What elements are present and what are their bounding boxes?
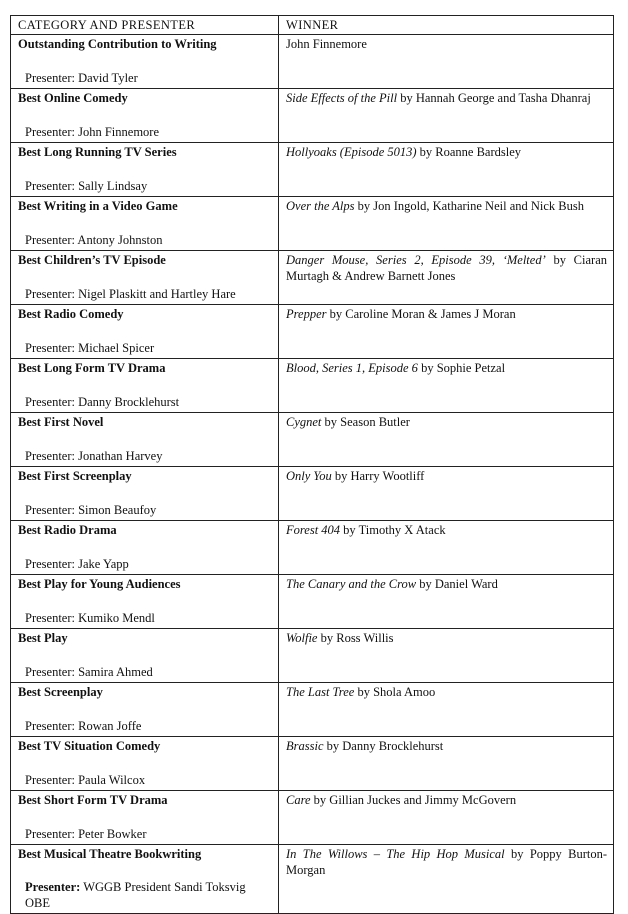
presenter-name (25, 879, 266, 911)
winner-cell (279, 629, 614, 683)
awards-table (10, 15, 614, 914)
table-row (11, 791, 614, 845)
table-row (11, 413, 614, 467)
category-cell (11, 305, 279, 359)
winner-cell (279, 143, 614, 197)
winner-text (286, 144, 607, 160)
winner-text (286, 684, 607, 700)
presenter-name: Presenter: Jake Yapp (25, 557, 129, 571)
table-row (11, 737, 614, 791)
category-cell (11, 35, 279, 89)
category-name: Best Radio Drama (18, 523, 117, 537)
category-cell (11, 737, 279, 791)
table-row (11, 359, 614, 413)
winner-work-title: The Canary and the Crow (286, 577, 417, 591)
presenter-name: Presenter: Rowan Joffe (25, 719, 142, 733)
column-header-category: CATEGORY AND PRESENTER (11, 16, 279, 35)
presenter-value: WGGB President Sandi Toksvig OBE (25, 880, 246, 910)
winner-cell (279, 521, 614, 575)
winner-credit: by Sophie Petzal (417, 361, 506, 375)
winner-work-title: Care (286, 793, 311, 807)
table-row (11, 521, 614, 575)
category-cell (11, 791, 279, 845)
presenter-label: Presenter: (25, 880, 81, 894)
category-cell (11, 575, 279, 629)
winner-work-title: Blood, Series 1, Episode 6 (286, 361, 418, 375)
presenter-name: Presenter: Michael Spicer (25, 341, 155, 355)
presenter-name: Presenter: Simon Beaufoy (25, 503, 157, 517)
winner-cell (279, 575, 614, 629)
table-row (11, 251, 614, 305)
winner-text (286, 522, 607, 538)
winner-text (286, 846, 607, 878)
winner-text (286, 414, 607, 430)
winner-credit: by Caroline Moran & James J Moran (326, 307, 516, 321)
table-row (11, 683, 614, 737)
table-row (11, 305, 614, 359)
winner-text (286, 792, 607, 808)
winner-work-title: Wolfie (286, 631, 318, 645)
category-name: Best TV Situation Comedy (18, 739, 161, 753)
winner-cell (279, 737, 614, 791)
table-row (11, 143, 614, 197)
category-cell (11, 359, 279, 413)
table-row (11, 629, 614, 683)
winner-text (286, 360, 607, 376)
presenter-name: Presenter: David Tyler (25, 71, 138, 85)
winner-cell (279, 251, 614, 305)
winner-text (286, 468, 607, 484)
winner-credit: by Hannah George and Tasha Dhanraj (397, 91, 591, 105)
category-cell (11, 89, 279, 143)
table-row (11, 35, 614, 89)
category-name: Best Online Comedy (18, 91, 128, 105)
category-name: Best Screenplay (18, 685, 103, 699)
table-row (11, 197, 614, 251)
winner-work-title: Side Effects of the Pill (286, 91, 398, 105)
presenter-name: Presenter: Nigel Plaskitt and Hartley Hare (25, 287, 236, 301)
presenter-name: Presenter: Paula Wilcox (25, 773, 146, 787)
winner-cell (279, 467, 614, 521)
winner-text (286, 630, 607, 646)
category-cell (11, 143, 279, 197)
winner-credit: by Shola Amoo (354, 685, 436, 699)
category-name: Best Writing in a Video Game (18, 199, 178, 213)
winner-text (286, 198, 607, 214)
category-name: Best First Novel (18, 415, 104, 429)
presenter-name: Presenter: Kumiko Mendl (25, 611, 155, 625)
winner-text (286, 252, 607, 284)
winner-credit: by Jon Ingold, Katharine Neil and Nick Bush (354, 199, 584, 213)
winner-credit: by Danny Brocklehurst (323, 739, 444, 753)
winner-cell (279, 35, 614, 89)
category-name: Best First Screenplay (18, 469, 132, 483)
winner-credit: by Ciaran Murtagh & Andrew Barnett Jones (286, 253, 607, 283)
winner-work-title: Prepper (286, 307, 327, 321)
winner-cell (279, 305, 614, 359)
winner-text (286, 576, 607, 592)
category-cell (11, 251, 279, 305)
category-cell (11, 683, 279, 737)
category-cell (11, 845, 279, 914)
winner-cell (279, 413, 614, 467)
winner-work-title: Danger Mouse, Series 2, Episode 39, ‘Melted’ (286, 253, 546, 267)
presenter-name: Presenter: Samira Ahmed (25, 665, 153, 679)
winner-cell (279, 89, 614, 143)
column-header-winner: WINNER (279, 16, 614, 35)
winner-credit: by Timothy X Atack (340, 523, 446, 537)
winner-cell (279, 359, 614, 413)
category-name: Best Play for Young Audiences (18, 577, 181, 591)
winner-credit: by Roanne Bardsley (416, 145, 522, 159)
winner-work-title: Hollyoaks (Episode 5013) (286, 145, 417, 159)
presenter-name: Presenter: Danny Brocklehurst (25, 395, 180, 409)
winner-cell (279, 791, 614, 845)
category-cell (11, 629, 279, 683)
table-row (11, 89, 614, 143)
category-name: Best Musical Theatre Bookwriting (18, 847, 202, 861)
category-cell (11, 521, 279, 575)
winner-work-title: Brassic (286, 739, 324, 753)
table-body (11, 35, 614, 914)
category-name: Best Play (18, 631, 68, 645)
category-name: Outstanding Contribution to Writing (18, 37, 217, 51)
category-name: Best Long Running TV Series (18, 145, 177, 159)
category-name: Best Long Form TV Drama (18, 361, 166, 375)
winner-work-title: Over the Alps (286, 199, 355, 213)
winner-credit: by Season Butler (321, 415, 410, 429)
category-name: Best Radio Comedy (18, 307, 124, 321)
category-name: Best Short Form TV Drama (18, 793, 168, 807)
table-header-row (11, 16, 614, 35)
winner-cell (279, 683, 614, 737)
winner-credit: by Daniel Ward (416, 577, 498, 591)
winner-work-title: Cygnet (286, 415, 322, 429)
winner-work-title: Forest 404 (286, 523, 341, 537)
category-cell (11, 197, 279, 251)
table-row (11, 467, 614, 521)
table-row (11, 845, 614, 914)
winner-text (286, 90, 607, 106)
presenter-name: Presenter: John Finnemore (25, 125, 160, 139)
winner-work-title: Only You (286, 469, 332, 483)
category-name: Best Children’s TV Episode (18, 253, 166, 267)
category-cell (11, 413, 279, 467)
winner-credit: by Gillian Juckes and Jimmy McGovern (310, 793, 517, 807)
winner-text (286, 36, 607, 52)
presenter-name: Presenter: Peter Bowker (25, 827, 147, 841)
winner-cell (279, 197, 614, 251)
table-row (11, 575, 614, 629)
presenter-name: Presenter: Sally Lindsay (25, 179, 148, 193)
category-cell (11, 467, 279, 521)
winner-work-title: In The Willows – The Hip Hop Musical (286, 847, 505, 861)
presenter-name: Presenter: Antony Johnston (25, 233, 163, 247)
winner-credit: by Ross Willis (317, 631, 394, 645)
winner-work-title: The Last Tree (286, 685, 355, 699)
winner-cell (279, 845, 614, 914)
winner-credit: by Poppy Burton-Morgan (286, 847, 607, 877)
presenter-name: Presenter: Jonathan Harvey (25, 449, 163, 463)
winner-text (286, 738, 607, 754)
winner-credit: by Harry Wootliff (331, 469, 425, 483)
winner-text (286, 306, 607, 322)
winner-credit: John Finnemore (286, 37, 367, 51)
